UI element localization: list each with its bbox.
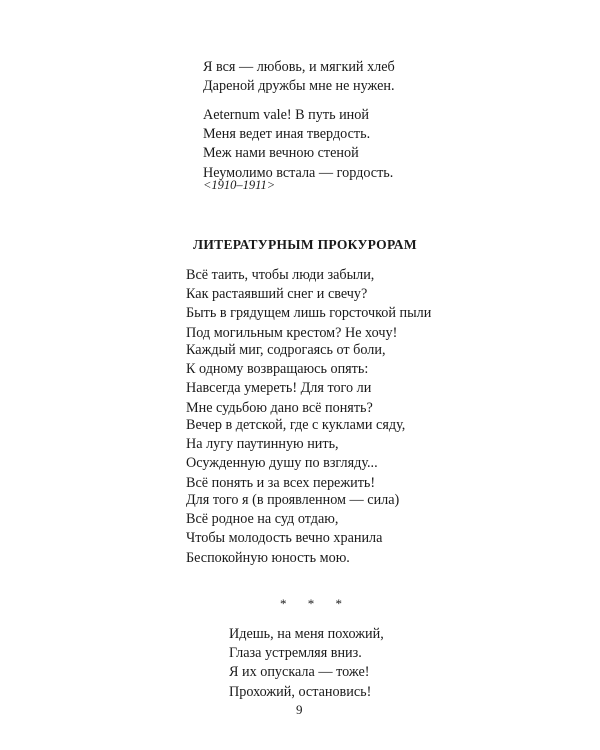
poem2-stanza-3 (186, 416, 405, 493)
poem-line: Неумолимо встала — гордость. (203, 164, 394, 181)
poem-line: Меж нами вечною стеной (203, 145, 359, 162)
poem-line: На лугу паутинную нить, (186, 436, 339, 453)
poem-line: Быть в грядущем лишь горсточкой пыли (186, 305, 432, 322)
poem2-stanza-4 (186, 491, 399, 568)
poem1-stanza-1 (203, 58, 395, 96)
poem-line: Всё понять и за всех пережить! (186, 474, 376, 491)
poem2-stanza-1 (186, 266, 431, 343)
poem-line: Для того я (в проявленном — сила) (186, 492, 400, 508)
poem-line: Меня ведет иная твердость. (203, 126, 371, 143)
poem-line: Под могильным крестом? Не хочу! (186, 324, 398, 341)
poem-line: Чтобы молодость вечно хранила (186, 530, 383, 547)
poem-line: Aeternum vale! В путь иной (203, 107, 369, 123)
poem2-title: ЛИТЕРАТУРНЫМ ПРОКУРОРАМ (193, 237, 417, 252)
poem-line: Вечер в детской, где с куклами сяду, (186, 417, 406, 433)
poem1-stanza-2 (203, 106, 393, 183)
poem-line: Дареной дружбы мне не нужен. (203, 78, 395, 95)
poem-line: Навсегда умереть! Для того ли (186, 380, 372, 397)
poem-line: Глаза устремляя вниз. (229, 645, 362, 662)
poem-line: Всё таить, чтобы люди забыли, (186, 267, 375, 283)
poem-line: Идешь, на меня похожий, (229, 626, 384, 642)
poem1-date: <1910–1911> (203, 178, 276, 192)
poem-line: Беспокойную юность мою. (186, 549, 350, 566)
poem-line: Как растаявший снег и свечу? (186, 286, 368, 303)
poem-line: Я вся — любовь, и мягкий хлеб (203, 59, 395, 75)
poem-line: Осужденную душу по взгляду... (186, 455, 378, 472)
poem-line: Мне судьбою дано всё понять? (186, 399, 373, 416)
poem-line: Прохожий, остановись! (229, 683, 372, 700)
poem3-stanza-1 (229, 625, 384, 702)
page-number: 9 (296, 702, 303, 717)
poem-line: Каждый миг, содрогаясь от боли, (186, 342, 386, 358)
poem-line: Всё родное на суд отдаю, (186, 511, 339, 528)
poem2-stanza-2 (186, 341, 386, 418)
poem-line: Я их опускала — тоже! (229, 664, 370, 681)
poem-line: К одному возвращаюсь опять: (186, 361, 369, 378)
section-separator: * * * (280, 596, 351, 611)
